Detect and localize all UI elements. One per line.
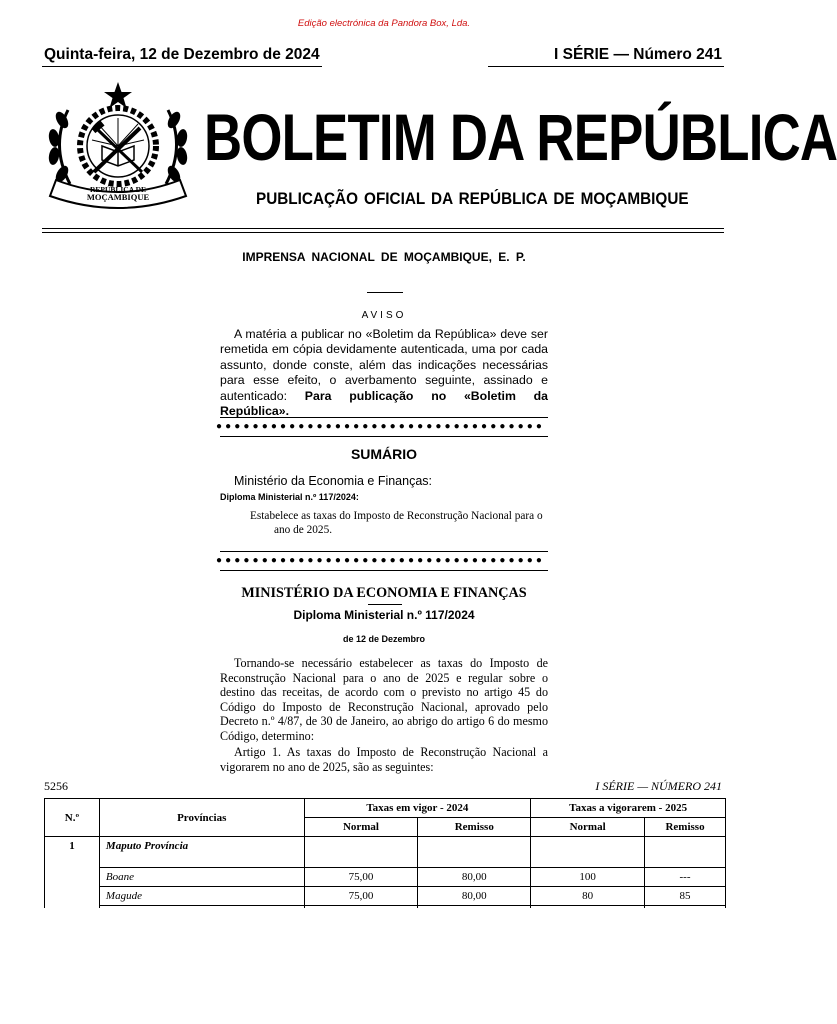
dot-separator: ●●●●●●●●●●●●●●●●●●●●●●●●●●●●●●●●●●●●: [216, 421, 546, 432]
normal-2024: 75,00: [304, 887, 418, 906]
divider: [368, 604, 402, 605]
divider: [488, 66, 724, 67]
divider: [367, 292, 403, 293]
province-name: Maputo Província: [99, 837, 304, 868]
issue-serie: I SÉRIE — Número 241: [554, 46, 722, 63]
diploma-date: de 12 de Dezembro: [342, 634, 426, 644]
normal-2024: 75,00: [304, 868, 418, 887]
aviso-heading: AVISO: [361, 310, 407, 321]
publication-title: BOLETIM DA REPÚBLICA: [204, 100, 837, 174]
article-paragraph: Tornando-se necessário estabelecer as taxas do Imposto de Reconstrução Nacional para o ano de 2025 e regular sobre o destino das receitas, de acordo com o previsto no artigo 45 do Código do Imposto de Reconstrução Nacional, aprovado pelo Decreto n.º 4/87, de 30 de Janeiro, ao abrigo do artigo 6 do mesmo Código, determino:: [220, 656, 548, 743]
district-name: Boane: [99, 868, 304, 887]
table-row: [45, 887, 726, 906]
diploma-heading: Diploma Ministerial n.º 117/2024: [293, 608, 475, 622]
sumario-diploma: Diploma Ministerial n.º 117/2024:: [220, 492, 359, 502]
header-remisso: Remisso: [418, 818, 531, 837]
remisso-2024: 80,00: [418, 887, 531, 906]
sumario-heading: SUMÁRIO: [350, 446, 418, 462]
aviso-text-bold: Para publicação no «Boletim da República».: [220, 388, 549, 419]
divider: [220, 436, 548, 437]
divider: [42, 232, 724, 233]
table-row: [45, 837, 726, 868]
row-number: 1: [45, 837, 100, 925]
remisso-2024: 80,00: [418, 868, 531, 887]
divider: [220, 551, 548, 552]
table-row: [45, 868, 726, 887]
header-rates-2025: Taxas a vigorarem - 2025: [531, 799, 726, 818]
divider: [42, 66, 322, 67]
divider: [42, 228, 724, 229]
emblem-text-top: REPÚBLICA DE: [89, 185, 147, 194]
aviso-text-plain: A matéria a publicar no «Boletim da República» deve ser remetida em cópia devidamente autenticada, uma por cada assunto, donde conste, além das indicações necessárias para esse efeito, o averbamento seguinte, assinado e autenticado:: [220, 327, 548, 403]
page-number: 5256: [44, 779, 68, 793]
edition-note: Edição electrónica da Pandora Box, Lda.: [297, 18, 471, 29]
publication-subtitle: PUBLICAÇÃO OFICIAL DA REPÚBLICA DE MOÇAMBIQUE: [256, 189, 689, 208]
sumario-description: [250, 510, 550, 538]
district-name: Magude: [99, 887, 304, 906]
coat-of-arms-emblem: [40, 80, 196, 210]
header-number: N.º: [45, 799, 100, 837]
aviso-text: [220, 327, 548, 419]
divider: [220, 417, 548, 418]
header-normal: Normal: [531, 818, 645, 837]
remisso-2025: ---: [645, 868, 726, 887]
page-serie: I SÉRIE — NÚMERO 241: [595, 779, 722, 793]
tax-rates-table: [44, 798, 726, 925]
header-normal: Normal: [304, 818, 418, 837]
issue-date: Quinta-feira, 12 de Dezembro de 2024: [44, 46, 320, 63]
sumario-description-line1: Estabelece as taxas do Imposto de Reconstrução Nacional para o: [250, 510, 543, 522]
article-paragraph: Artigo 1. As taxas do Imposto de Reconstrução Nacional a vigorarem no ano de 2025, são as seguintes:: [220, 745, 548, 774]
normal-2025: 100: [531, 868, 645, 887]
emblem-text-bottom: MOÇAMBIQUE: [86, 192, 150, 202]
dot-separator: ●●●●●●●●●●●●●●●●●●●●●●●●●●●●●●●●●●●●: [216, 555, 546, 566]
sumario-description-line2: ano de 2025.: [274, 523, 333, 536]
divider: [220, 570, 548, 571]
normal-2025: 80: [531, 887, 645, 906]
remisso-2025: 85: [645, 887, 726, 906]
header-remisso: Remisso: [645, 818, 726, 837]
header-provinces: Províncias: [99, 799, 304, 837]
page-cut: [0, 908, 768, 1024]
header-rates-2024: Taxas em vigor - 2024: [304, 799, 531, 818]
publisher-name: IMPRENSA NACIONAL DE MOÇAMBIQUE, E. P.: [242, 250, 526, 264]
ministry-heading: MINISTÉRIO DA ECONOMIA E FINANÇAS: [241, 585, 527, 601]
sumario-ministerio: Ministério da Economia e Finanças:: [234, 474, 433, 488]
